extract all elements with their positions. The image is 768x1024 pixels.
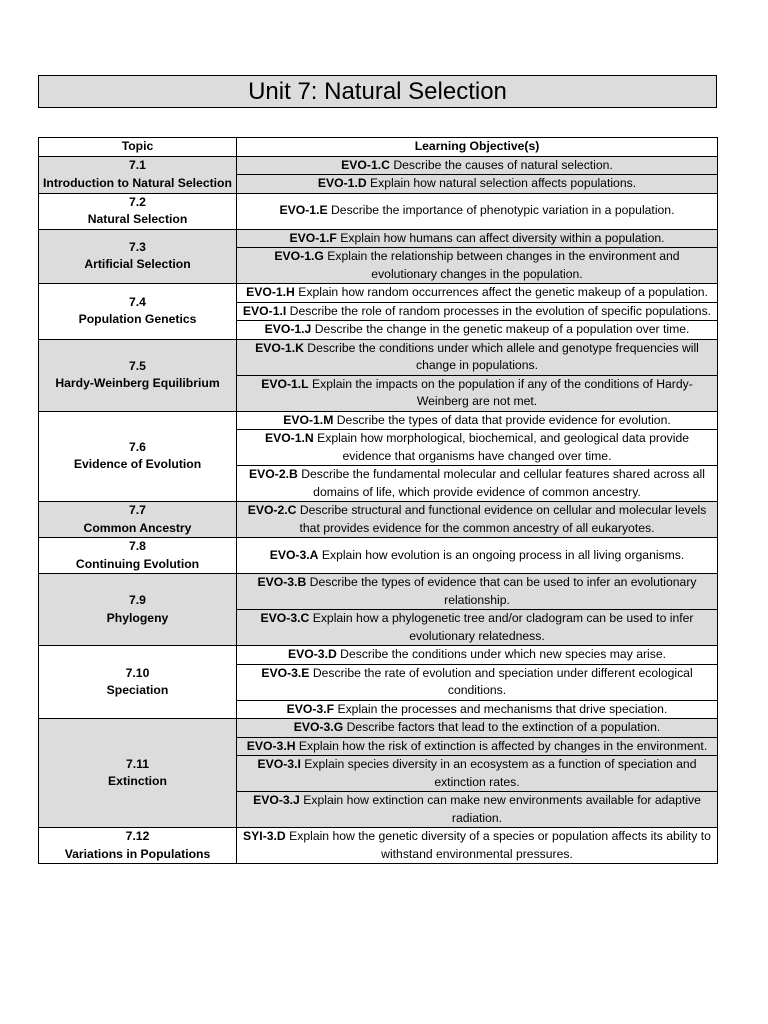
topic-number: 7.2 [129, 194, 146, 209]
topic-cell [39, 828, 237, 864]
table-row [39, 538, 718, 574]
objective-code: EVO-1.M [283, 412, 334, 427]
objective-code: EVO-2.B [249, 467, 298, 481]
objective-cell [237, 610, 718, 646]
objective-code: EVO-3.H [246, 738, 296, 753]
objective-text: Describe the fundamental molecular and cellular features shared across all domains of life, which provide evidence of common ancestry. [301, 467, 705, 499]
objective-cell [237, 792, 718, 828]
objective-text: Describe structural and functional evidence on cellular and molecular levels that provides evidence for the common ancestry of all eukaryotes. [299, 503, 707, 535]
objective-code: EVO-1.L [261, 376, 309, 391]
objective-code: EVO-3.D [288, 647, 337, 661]
topic-name: Extinction [108, 774, 167, 788]
table-row [39, 193, 718, 229]
objective-cell [237, 339, 718, 375]
objective-cell [237, 574, 718, 610]
topic-number: 7.11 [125, 756, 150, 771]
objective-code: EVO-1.D [317, 176, 367, 190]
topic-cell [39, 538, 237, 574]
topic-name: Variations in Populations [64, 846, 211, 861]
topic-name: Speciation [106, 683, 169, 697]
objective-cell [237, 156, 718, 175]
topic-cell [39, 502, 237, 538]
topic-name: Evidence of Evolution [73, 457, 202, 472]
objective-cell [237, 466, 718, 502]
objective-cell [237, 284, 718, 303]
objective-text: Explain the processes and mechanisms that drive speciation. [337, 701, 668, 716]
topic-number: 7.10 [125, 665, 150, 680]
topic-number: 7.6 [129, 439, 146, 454]
objective-text: Describe the types of evidence that can be used to infer an evolutionary relationship. [309, 575, 697, 607]
objective-text: Describe the change in the genetic makeup of a population over time. [314, 322, 690, 336]
objective-cell [237, 248, 718, 284]
objective-text: Describe the conditions under which allele and genotype frequencies will change in populations. [307, 340, 699, 372]
table-row [39, 502, 718, 538]
objective-cell [237, 502, 718, 538]
objective-code: EVO-1.N [264, 431, 314, 445]
objective-code: EVO-1.G [274, 249, 324, 263]
objective-cell [237, 646, 718, 665]
table-body [39, 156, 718, 864]
topic-name: Common Ancestry [83, 520, 192, 535]
objective-text: Explain how natural selection affects populations. [370, 176, 637, 190]
topic-name: Introduction to Natural Selection [43, 175, 232, 190]
objective-code: EVO-1.K [255, 340, 304, 355]
objective-text: Explain the relationship between changes in the environment and evolutionary changes in the population. [327, 249, 680, 281]
objectives-table [38, 137, 718, 864]
table-header-row [39, 138, 718, 157]
table-row [39, 828, 718, 864]
table-row [39, 229, 718, 248]
objective-code: EVO-1.E [279, 203, 328, 218]
topic-cell [39, 574, 237, 646]
objective-text: Explain how the genetic diversity of a species or population affects its ability to withstand environmental pressures. [289, 829, 711, 861]
table-row [39, 284, 718, 303]
topic-name: Natural Selection [87, 212, 188, 226]
topic-number: 7.3 [129, 239, 146, 254]
table-row [39, 574, 718, 610]
objective-code: SYI-3.D [243, 829, 286, 843]
objective-code: EVO-3.F [286, 701, 335, 716]
objective-cell [237, 430, 718, 466]
topic-number: 7.12 [125, 829, 150, 843]
topic-name: Artificial Selection [84, 257, 191, 272]
table-row [39, 339, 718, 375]
topic-cell [39, 284, 237, 340]
objective-code: EVO-3.A [269, 547, 319, 562]
topic-number: 7.4 [129, 294, 146, 309]
topic-number: 7.1 [129, 158, 146, 172]
topic-column-header: Topic [39, 138, 237, 157]
topic-name: Hardy-Weinberg Equilibrium [55, 376, 220, 390]
objective-cell [237, 193, 718, 229]
objective-code: EVO-3.G [293, 720, 344, 734]
objective-text: Explain how morphological, biochemical, and geological data provide evidence that organisms have changed over time. [317, 431, 690, 463]
objective-text: Explain how humans can affect diversity within a population. [340, 230, 665, 245]
topic-number: 7.5 [129, 358, 146, 373]
topic-cell [39, 156, 237, 193]
objective-cell [237, 411, 718, 430]
topic-name: Phylogeny [106, 610, 169, 625]
table-row [39, 646, 718, 665]
table-row [39, 156, 718, 175]
objective-code: EVO-1.H [246, 285, 295, 299]
objective-cell [237, 375, 718, 411]
topic-cell [39, 339, 237, 411]
objective-text: Explain how a phylogenetic tree and/or cladogram can be used to infer evolutionary relatedness. [312, 611, 694, 643]
topic-name: Continuing Evolution [75, 556, 200, 571]
objective-code: EVO-1.C [341, 157, 390, 172]
objective-cell [237, 302, 718, 321]
objective-cell [237, 828, 718, 864]
topic-cell [39, 193, 237, 229]
objective-text: Describe the causes of natural selection. [393, 157, 613, 172]
objective-text: Explain species diversity in an ecosystem as a function of speciation and extinction rates. [304, 757, 697, 789]
objective-code: EVO-3.E [261, 665, 310, 680]
topic-cell [39, 411, 237, 502]
objective-code: EVO-3.B [257, 575, 307, 589]
objective-code: EVO-2.C [247, 503, 297, 517]
topic-cell [39, 646, 237, 719]
objective-text: Explain how random occurrences affect the genetic makeup of a population. [298, 285, 708, 299]
objective-text: Describe the rate of evolution and speciation under different ecological conditions. [312, 665, 693, 697]
objective-text: Explain the impacts on the population if any of the conditions of Hardy-Weinberg are not met. [312, 376, 693, 408]
topic-number: 7.9 [129, 593, 146, 607]
objective-cell [237, 737, 718, 756]
objective-code: EVO-1.J [264, 322, 312, 336]
table-row [39, 411, 718, 430]
objectives-column-header: Learning Objective(s) [237, 138, 718, 157]
objective-text: Explain how extinction can make new environments available for adaptive radiation. [303, 793, 701, 825]
objective-code: EVO-1.I [242, 303, 287, 318]
objective-cell [237, 229, 718, 248]
objective-cell [237, 756, 718, 792]
objective-cell [237, 700, 718, 719]
objective-cell [237, 538, 718, 574]
table-row [39, 719, 718, 738]
objective-code: EVO-3.C [260, 611, 310, 625]
topic-cell [39, 229, 237, 284]
objective-code: EVO-3.J [253, 793, 300, 807]
objective-cell [237, 175, 718, 194]
objective-text: Describe factors that lead to the extinction of a population. [346, 720, 661, 734]
objective-text: Describe the types of data that provide evidence for evolution. [336, 412, 671, 427]
topic-cell [39, 719, 237, 828]
objective-text: Describe the conditions under which new species may arise. [340, 647, 666, 661]
objective-code: EVO-1.F [289, 230, 337, 245]
topic-number: 7.7 [129, 503, 146, 517]
objective-text: Explain how evolution is an ongoing process in all living organisms. [321, 547, 685, 562]
objective-text: Explain how the risk of extinction is affected by changes in the environment. [298, 738, 708, 753]
objective-cell [237, 664, 718, 700]
objective-code: EVO-3.I [257, 757, 301, 771]
objective-text: Describe the role of random processes in the evolution of specific populations. [289, 303, 712, 318]
objective-cell [237, 321, 718, 340]
topic-name: Population Genetics [78, 312, 197, 327]
objective-text: Describe the importance of phenotypic variation in a population. [330, 203, 675, 218]
topic-number: 7.8 [129, 539, 146, 553]
objective-cell [237, 719, 718, 738]
page-title: Unit 7: Natural Selection [38, 75, 717, 108]
